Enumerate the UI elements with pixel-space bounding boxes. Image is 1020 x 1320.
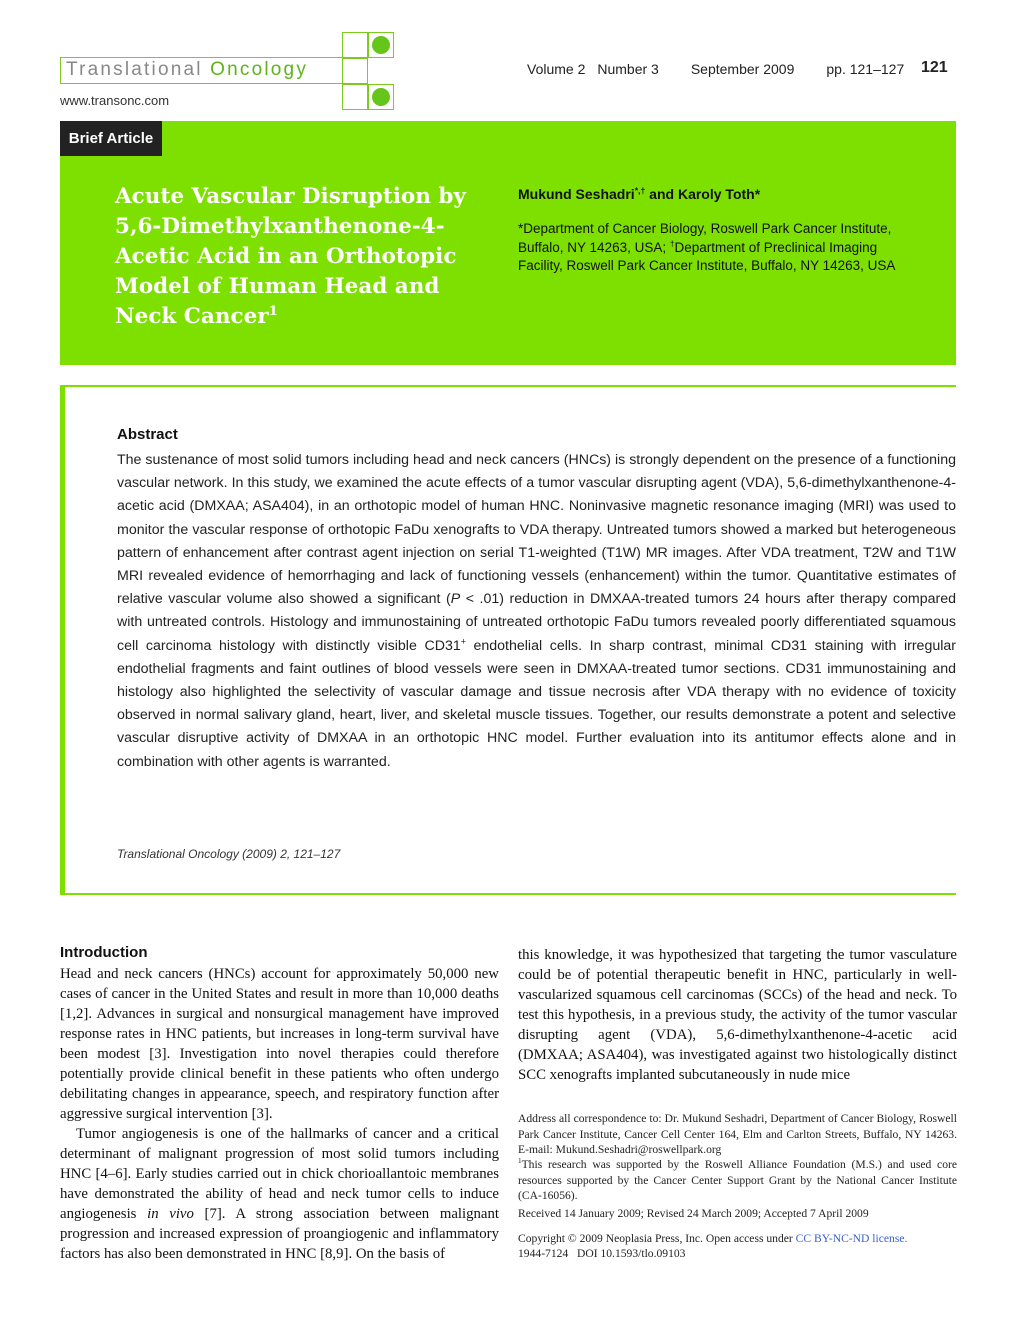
- abstract-heading: Abstract: [117, 426, 178, 443]
- journal-website-link[interactable]: www.transonc.com: [60, 93, 170, 108]
- abstract-text-part1: The sustenance of most solid tumors including head and neck cancers (HNCs) is strongly dependent on the presence of a functioning vascular network. In this study, we examined the acute effects of a tumor vascular disrupting agent (VDA), 5,6-dimethylxanthenone-4-acetic acid (DMXAA; ASA404), in an orthotopic model of human HNC. Noninvasive magnetic resonance imaging (MRI) was used to monitor the vascular response of orthotopic FaDu xenografts to VDA therapy. Untreated tumors showed a marked but heterogeneous pattern of enhancement after contrast agent injection on serial T1-weighted (T1W) MR images. After VDA treatment, T2W and T1W MRI revealed evidence of hemorrhaging and lack of functioning vessels (enhancement) within the tumor. Quantitative estimates of relative vascular volume also showed a significant (: [117, 452, 956, 608]
- article-type-badge: Brief Article: [60, 121, 162, 156]
- affiliation-mark: †: [669, 238, 675, 248]
- authors: [518, 186, 760, 202]
- affiliation-2: Department of Preclinical Imaging Facility, Roswell Park Cancer Institute, Buffalo, NY 14263, USA: [518, 239, 896, 273]
- abstract-bottom-rule: [60, 893, 956, 895]
- article-title-text: Acute Vascular Disruption by 5,6-Dimethylxanthenone-4-Acetic Acid in an Orthotopic Model of Human Head and Neck Cancer: [115, 184, 466, 329]
- page-number: 121: [921, 59, 948, 76]
- abstract-citation: Translational Oncology (2009) 2, 121–127: [117, 847, 341, 861]
- correspondence-footnote: Address all correspondence to: Dr. Mukund Seshadri, Department of Cancer Biology, Roswell Park Cancer Institute, Cancer Cell Center 164, Elm and Carlton Streets, Buffalo, NY 14263. E-mail: Mukund.Seshadri@roswellpark.org: [518, 1112, 957, 1156]
- copyright-line: [518, 1231, 957, 1247]
- author-2: and Karoly Toth*: [645, 186, 761, 202]
- logo-dot-icon: [372, 88, 390, 106]
- title-footnote-mark: 1: [268, 302, 278, 319]
- page-range: pp. 121–127: [826, 61, 905, 77]
- cd31-superscript: +: [460, 635, 466, 646]
- introduction-heading: Introduction: [60, 944, 148, 961]
- article-title: [115, 182, 475, 332]
- logo-cell: [342, 84, 368, 110]
- abstract-side-rule: [60, 385, 65, 895]
- issue-info: [527, 61, 916, 77]
- author-1-marks: *,†: [634, 185, 646, 196]
- affiliation-1: *Department of Cancer Biology, Roswell Park Cancer Institute, Buffalo, NY 14263, USA;: [518, 221, 892, 255]
- funding-footnote: [518, 1157, 957, 1204]
- received-dates: Received 14 January 2009; Revised 24 March 2009; Accepted 7 April 2009: [518, 1207, 869, 1220]
- abstract-text-part2: < .01) reduction in DMXAA-treated tumors 24 hours after therapy compared with untreated controls. Histology and immunostaining of untreated orthotopic FaDu tumors revealed poorly differentiated squamous cell carcinoma histology with distinctly visible CD31: [117, 591, 956, 654]
- abstract-text: [117, 449, 956, 774]
- introduction-right-column: [518, 945, 957, 1085]
- p-value-symbol: P: [450, 591, 461, 608]
- logo-dot-icon: [372, 36, 390, 54]
- issue-date: September 2009: [690, 61, 795, 77]
- abstract-top-rule: [60, 385, 956, 387]
- intro-paragraph-2-part2: [7]. A strong association between malignant progression and increased expression of proangiogenic and inflammatory factors has also been demonstrated in HNC [8,9]. On the basis of: [60, 1206, 500, 1262]
- funding-footnote-text: This research was supported by the Roswell Alliance Foundation (M.S.) and used core resources supported by the Cancer Center Support Grant by the National Cancer Institute (CA-16056).: [518, 1158, 957, 1202]
- introduction-left-column: [60, 964, 499, 1264]
- volume: Volume 2: [527, 61, 586, 77]
- doi: DOI 10.1593/tlo.09103: [576, 1247, 686, 1260]
- issue-number: Number 3: [597, 61, 659, 77]
- in-vivo-italic: in vivo: [147, 1206, 194, 1222]
- affiliations: [518, 220, 918, 276]
- abstract-text-part3: endothelial cells. In sharp contrast, minimal CD31 staining with irregular endothelial fragments and faint outlines of blood vessels were seen in DMXAA-treated tumor sections. CD31 immunostaining and histology also highlighted the selectivity of vascular damage and tissue necrosis after VDA therapy with no evidence of toxicity observed in normal salivary gland, heart, liver, and skeletal muscle tissues. Together, our results demonstrate a potent and selective vascular disruptive activity of DMXAA in an orthotopic HNC model. Further evaluation into its antitumor effects alone and in combination with other agents is warranted.: [117, 637, 956, 770]
- intro-paragraph-2-part1: Tumor angiogenesis is one of the hallmarks of cancer and a critical determinant of malignant progression of most solid tumors including HNC [4–6]. Early studies carried out in chick chorioallantoic membranes have demonstrated the ability of head and neck tumor cells to induce angiogenesis: [60, 1126, 499, 1222]
- funding-footnote-mark: 1: [518, 1157, 522, 1166]
- intro-paragraph-2: [60, 1124, 499, 1264]
- logo-cell: [342, 32, 368, 58]
- intro-right-paragraph: this knowledge, it was hypothesized that targeting the tumor vasculature could be of potential therapeutic benefit in HNC, particularly in well-vascularized squamous cell carcinomas (SCCs) of the head and neck. To test this hypothesis, in a previous study, the activity of the tumor vascular disrupting agent (VDA), 5,6-dimethylxanthenone-4-acetic acid (DMXAA; ASA404), was investigated against two histologically distinct SCC xenografts implanted subcutaneously in nude mice: [518, 947, 957, 1083]
- journal-name-part1: Translational: [66, 59, 203, 80]
- copyright-text: Copyright © 2009 Neoplasia Press, Inc. Open access under: [518, 1232, 796, 1245]
- logo-cell: [342, 58, 368, 84]
- author-1: Mukund Seshadri: [518, 186, 635, 202]
- license-link[interactable]: CC BY-NC-ND license.: [795, 1232, 908, 1245]
- journal-name-part2: Oncology: [210, 59, 309, 80]
- identifiers-line: [518, 1246, 957, 1262]
- intro-paragraph-1: Head and neck cancers (HNCs) account for approximately 50,000 new cases of cancer in the United States and result in more than 10,000 deaths [1,2]. Advances in surgical and nonsurgical management have improved response rates in HNC patients, but increases in long-term survival have been modest [3]. Investigation into novel therapies could therefore potentially provide clinical benefit in these patients who often undergo debilitating changes in appearance, speech, and respiratory function after aggressive surgical intervention [3].: [60, 966, 499, 1122]
- journal-logo-icon: [342, 32, 395, 111]
- journal-name: [66, 59, 308, 81]
- issn: 1944-7124: [518, 1247, 569, 1260]
